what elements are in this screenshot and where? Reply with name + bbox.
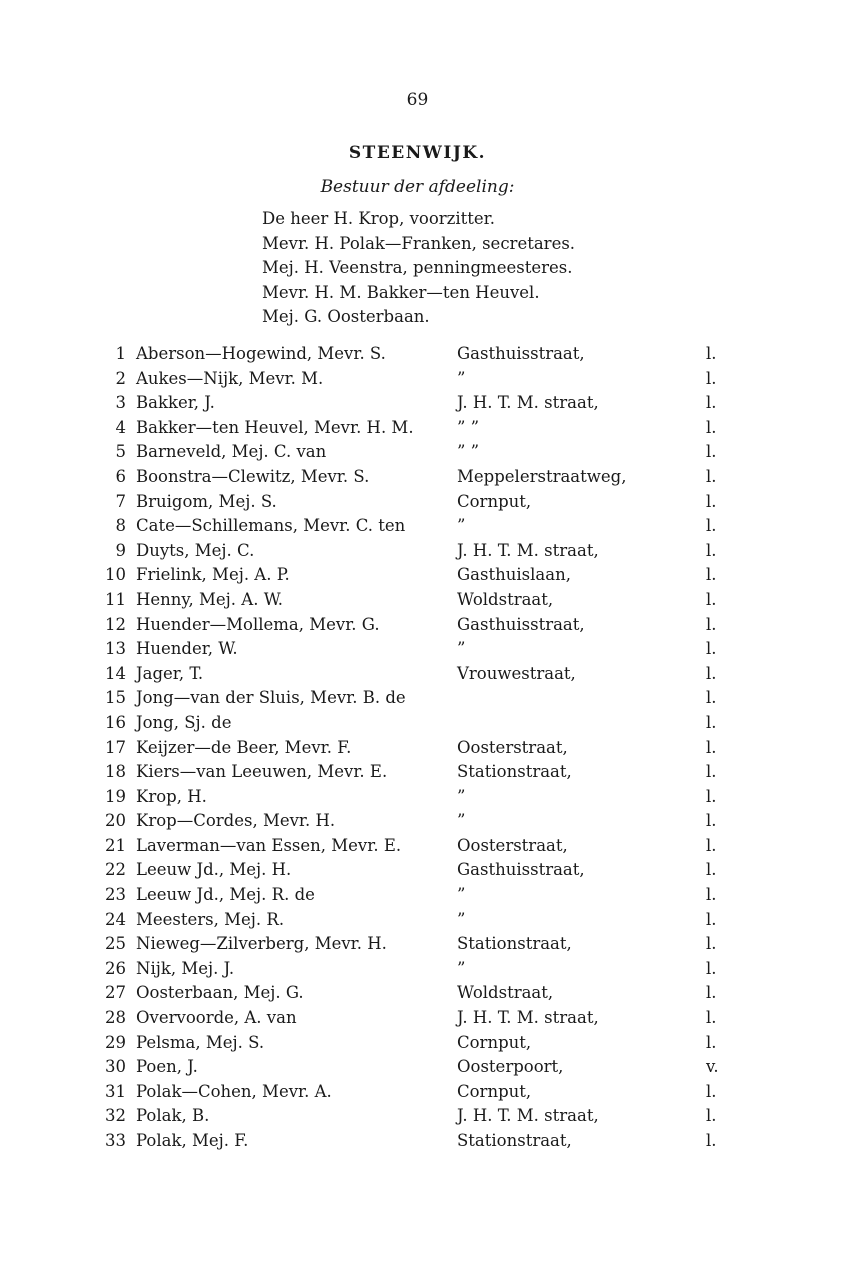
member-status: l. bbox=[706, 712, 717, 732]
member-name: Nieweg—Zilverberg, Mevr. H. bbox=[136, 934, 387, 954]
member-row bbox=[0, 957, 860, 982]
board-heading: Bestuur der afdeeling: bbox=[320, 177, 515, 197]
member-number: 1 bbox=[115, 344, 126, 363]
member-status: l. bbox=[706, 811, 717, 831]
member-row bbox=[0, 883, 860, 908]
member-number: 25 bbox=[105, 934, 126, 954]
member-street: J. H. T. M. straat, bbox=[457, 1008, 599, 1028]
member-street: Gasthuisstraat, bbox=[457, 860, 585, 880]
member-status: l. bbox=[706, 860, 717, 880]
member-row bbox=[0, 637, 860, 662]
member-row bbox=[0, 563, 860, 588]
member-name: Barneveld, Mej. C. van bbox=[136, 442, 327, 462]
member-number: 29 bbox=[105, 1032, 126, 1052]
member-street: Gasthuisstraat, bbox=[457, 344, 585, 363]
member-number: 27 bbox=[105, 983, 126, 1003]
member-street: Vrouwestraat, bbox=[457, 663, 576, 683]
member-street: ” bbox=[457, 885, 466, 905]
member-status: l. bbox=[706, 417, 717, 437]
member-number: 19 bbox=[105, 786, 126, 806]
member-street: J. H. T. M. straat, bbox=[457, 393, 599, 413]
member-name: Pelsma, Mej. S. bbox=[136, 1032, 265, 1052]
member-street: Woldstraat, bbox=[457, 983, 554, 1003]
member-name: Leeuw Jd., Mej. R. de bbox=[136, 885, 315, 905]
member-status: l. bbox=[706, 885, 717, 905]
member-status: l. bbox=[706, 1131, 717, 1150]
member-street: ” ” bbox=[457, 417, 480, 437]
member-status: l. bbox=[706, 737, 717, 757]
page-number: 69 bbox=[406, 90, 429, 110]
member-number: 21 bbox=[105, 835, 126, 855]
member-street: Oosterstraat, bbox=[457, 737, 568, 757]
member-name: Bakker—ten Heuvel, Mevr. H. M. bbox=[136, 417, 414, 437]
member-row bbox=[0, 416, 860, 441]
member-number: 16 bbox=[105, 712, 126, 732]
member-number: 6 bbox=[115, 466, 126, 486]
member-name: Polak—Cohen, Mevr. A. bbox=[136, 1081, 332, 1101]
member-number: 26 bbox=[105, 958, 126, 978]
member-status: l. bbox=[706, 786, 717, 806]
member-name: Aberson—Hogewind, Mevr. S. bbox=[136, 344, 386, 363]
member-row bbox=[0, 539, 860, 564]
member-name: Kiers—van Leeuwen, Mevr. E. bbox=[136, 762, 388, 782]
member-row bbox=[0, 1055, 860, 1080]
member-name: Cate—Schillemans, Mevr. C. ten bbox=[136, 516, 406, 536]
member-number: 23 bbox=[105, 885, 126, 905]
member-name: Meesters, Mej. R. bbox=[136, 909, 285, 929]
member-name: Boonstra—Clewitz, Mevr. S. bbox=[136, 466, 370, 486]
member-number: 15 bbox=[105, 688, 126, 708]
member-row bbox=[0, 1080, 860, 1105]
member-status: l. bbox=[706, 762, 717, 782]
member-name: Keijzer—de Beer, Mevr. F. bbox=[136, 737, 352, 757]
member-status: l. bbox=[706, 393, 717, 413]
member-name: Henny, Mej. A. W. bbox=[136, 589, 284, 609]
member-status: l. bbox=[706, 589, 717, 609]
member-row bbox=[0, 785, 860, 810]
member-number: 33 bbox=[105, 1131, 126, 1150]
member-status: v. bbox=[706, 1057, 719, 1077]
member-street: ” bbox=[457, 639, 466, 659]
member-name: Frielink, Mej. A. P. bbox=[136, 565, 290, 585]
member-row bbox=[0, 1104, 860, 1129]
member-status: l. bbox=[706, 958, 717, 978]
member-street: ” bbox=[457, 786, 466, 806]
member-row bbox=[0, 1031, 860, 1056]
member-street: Meppelerstraatweg, bbox=[457, 466, 627, 486]
section-title: STEENWIJK. bbox=[348, 143, 487, 163]
member-row bbox=[0, 981, 860, 1006]
member-street: J. H. T. M. straat, bbox=[457, 540, 599, 560]
member-row bbox=[0, 514, 860, 539]
member-street: Cornput, bbox=[457, 1081, 532, 1101]
member-status: l. bbox=[706, 491, 717, 511]
member-street: ” bbox=[457, 909, 466, 929]
member-status: l. bbox=[706, 516, 717, 536]
member-street: ” bbox=[457, 368, 466, 388]
member-row bbox=[0, 465, 860, 490]
member-street: Stationstraat, bbox=[457, 934, 572, 954]
member-status: l. bbox=[706, 1008, 717, 1028]
member-number: 3 bbox=[115, 393, 126, 413]
member-status: l. bbox=[706, 540, 717, 560]
member-status: l. bbox=[706, 663, 717, 683]
member-row bbox=[0, 908, 860, 933]
member-street: Oosterstraat, bbox=[457, 835, 568, 855]
member-number: 11 bbox=[105, 589, 126, 609]
member-street: Gasthuislaan, bbox=[457, 565, 571, 585]
member-street: Stationstraat, bbox=[457, 762, 572, 782]
member-name: Polak, B. bbox=[136, 1106, 210, 1126]
member-row bbox=[0, 342, 860, 367]
member-number: 4 bbox=[115, 417, 126, 437]
member-name: Huender, W. bbox=[136, 639, 238, 659]
member-street: Gasthuisstraat, bbox=[457, 614, 585, 634]
board-member: Mevr. H. M. Bakker—ten Heuvel. bbox=[262, 282, 540, 302]
member-number: 18 bbox=[105, 762, 126, 782]
member-number: 28 bbox=[105, 1008, 126, 1028]
member-row bbox=[0, 440, 860, 465]
member-status: l. bbox=[706, 909, 717, 929]
member-number: 24 bbox=[105, 909, 126, 929]
member-row bbox=[0, 809, 860, 834]
member-row bbox=[0, 1129, 860, 1154]
member-number: 7 bbox=[115, 491, 126, 511]
member-street: J. H. T. M. straat, bbox=[457, 1106, 599, 1126]
member-name: Nijk, Mej. J. bbox=[136, 958, 235, 978]
member-row bbox=[0, 736, 860, 761]
member-number: 12 bbox=[105, 614, 126, 634]
member-number: 32 bbox=[105, 1106, 126, 1126]
member-name: Leeuw Jd., Mej. H. bbox=[136, 860, 292, 880]
member-name: Polak, Mej. F. bbox=[136, 1131, 249, 1150]
member-status: l. bbox=[706, 1081, 717, 1101]
member-list bbox=[0, 342, 860, 1154]
member-status: l. bbox=[706, 639, 717, 659]
member-status: l. bbox=[706, 934, 717, 954]
member-row bbox=[0, 711, 860, 736]
member-street: Cornput, bbox=[457, 1032, 532, 1052]
member-name: Oosterbaan, Mej. G. bbox=[136, 983, 304, 1003]
member-name: Jager, T. bbox=[136, 663, 204, 683]
member-status: l. bbox=[706, 688, 717, 708]
board-member: De heer H. Krop, voorzitter. bbox=[262, 209, 495, 228]
member-number: 30 bbox=[105, 1057, 126, 1077]
member-name: Bruigom, Mej. S. bbox=[136, 491, 277, 511]
member-row bbox=[0, 490, 860, 515]
member-status: l. bbox=[706, 1032, 717, 1052]
member-number: 2 bbox=[115, 368, 126, 388]
member-row bbox=[0, 1006, 860, 1031]
member-street: ” ” bbox=[457, 442, 480, 462]
member-status: l. bbox=[706, 835, 717, 855]
board-list bbox=[262, 207, 575, 330]
member-status: l. bbox=[706, 983, 717, 1003]
board-member: Mej. H. Veenstra, penningmeesteres. bbox=[262, 258, 573, 277]
member-name: Aukes—Nijk, Mevr. M. bbox=[136, 368, 324, 388]
member-row bbox=[0, 662, 860, 687]
member-status: l. bbox=[706, 442, 717, 462]
member-number: 5 bbox=[115, 442, 126, 462]
member-row bbox=[0, 932, 860, 957]
member-street: Cornput, bbox=[457, 491, 532, 511]
member-street: Oosterpoort, bbox=[457, 1057, 564, 1077]
member-row bbox=[0, 613, 860, 638]
member-name: Jong—van der Sluis, Mevr. B. de bbox=[136, 688, 406, 708]
member-name: Duyts, Mej. C. bbox=[136, 540, 255, 560]
member-name: Krop—Cordes, Mevr. H. bbox=[136, 811, 336, 831]
member-street: ” bbox=[457, 811, 466, 831]
board-member: Mevr. H. Polak—Franken, secretares. bbox=[262, 233, 576, 253]
member-status: l. bbox=[706, 344, 717, 363]
member-street: ” bbox=[457, 516, 466, 536]
board-member: Mej. G. Oosterbaan. bbox=[262, 307, 430, 326]
member-name: Bakker, J. bbox=[136, 393, 215, 413]
member-number: 31 bbox=[105, 1081, 126, 1101]
member-number: 9 bbox=[115, 540, 126, 560]
member-name: Overvoorde, A. van bbox=[136, 1008, 297, 1028]
member-street: Stationstraat, bbox=[457, 1131, 572, 1150]
member-number: 17 bbox=[105, 737, 126, 757]
member-row bbox=[0, 588, 860, 613]
member-row bbox=[0, 834, 860, 859]
member-status: l. bbox=[706, 368, 717, 388]
member-number: 10 bbox=[105, 565, 126, 585]
member-street: Woldstraat, bbox=[457, 589, 554, 609]
member-status: l. bbox=[706, 1106, 717, 1126]
member-street: ” bbox=[457, 958, 466, 978]
member-number: 13 bbox=[105, 639, 126, 659]
member-name: Poen, J. bbox=[136, 1057, 198, 1077]
member-status: l. bbox=[706, 466, 717, 486]
member-number: 20 bbox=[105, 811, 126, 831]
member-name: Laverman—van Essen, Mevr. E. bbox=[136, 835, 402, 855]
member-row bbox=[0, 686, 860, 711]
member-row bbox=[0, 391, 860, 416]
member-name: Krop, H. bbox=[136, 786, 207, 806]
member-number: 22 bbox=[105, 860, 126, 880]
member-name: Jong, Sj. de bbox=[136, 712, 232, 732]
member-status: l. bbox=[706, 614, 717, 634]
member-row bbox=[0, 760, 860, 785]
member-status: l. bbox=[706, 565, 717, 585]
member-number: 8 bbox=[115, 516, 126, 536]
member-row bbox=[0, 858, 860, 883]
member-row bbox=[0, 367, 860, 392]
member-number: 14 bbox=[105, 663, 126, 683]
member-name: Huender—Mollema, Mevr. G. bbox=[136, 614, 380, 634]
